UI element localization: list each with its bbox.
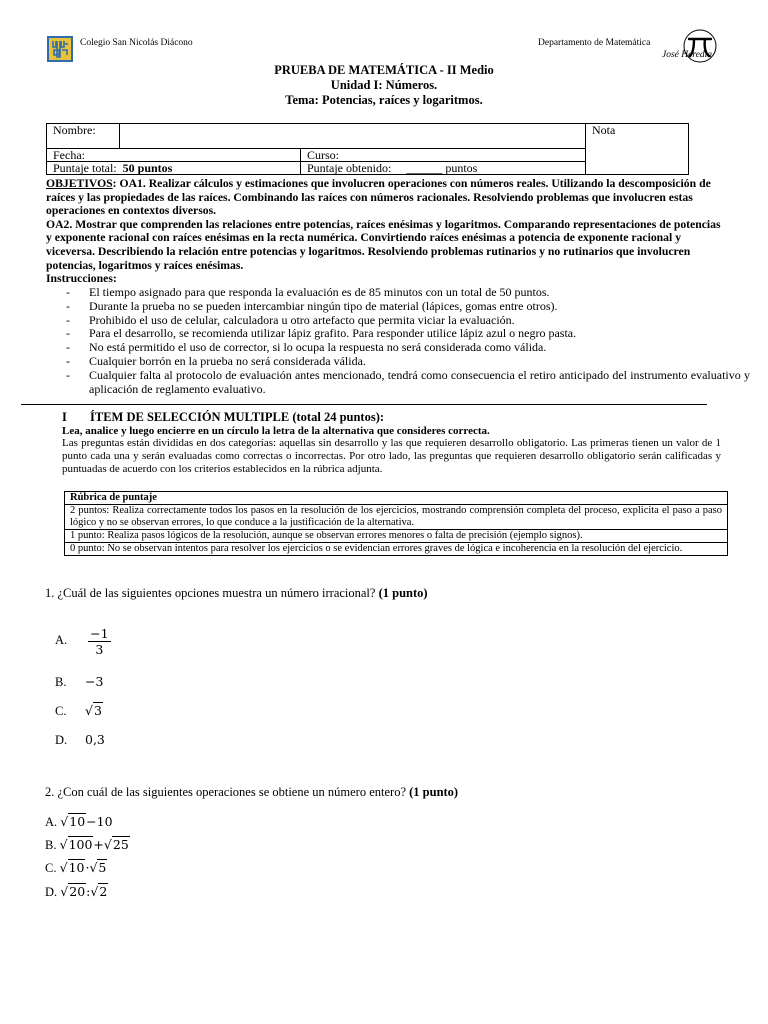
question-1-points: (1 punto) bbox=[378, 586, 428, 600]
question-1 bbox=[45, 586, 428, 601]
student-info-table bbox=[46, 123, 689, 175]
rubric-row-2-points: 2 puntos: Realiza correctamente todos los pasos en la resolución de los ejercicios, mostrando comprensión completa del proceso, explicita el paso a paso lógico y no se observan errores, lo que conduce a la justificación de la alternativa. bbox=[65, 505, 728, 530]
square-root bbox=[89, 860, 107, 875]
sqrt-icon: √ bbox=[85, 703, 93, 718]
course-label[interactable]: Curso: bbox=[301, 149, 586, 162]
total-score-cell bbox=[47, 162, 301, 175]
section-title bbox=[62, 410, 384, 425]
square-root bbox=[85, 703, 103, 718]
unit-title: Unidad I: Números. bbox=[330, 78, 438, 92]
question-2-text: 2. ¿Con cuál de las siguientes operaciones se obtiene un número entero? bbox=[45, 785, 406, 799]
obtained-score-cell[interactable] bbox=[301, 162, 586, 175]
obtained-score-blank: ______ bbox=[406, 161, 443, 175]
rubric-row-1-point: 1 punto: Realiza pasos lógicos de la resolución, aunque se observan errores menores o falta de precisión (ejemplo signos). bbox=[65, 530, 728, 543]
instruction-item: - Durante la prueba no se pueden intercambiar ningún tipo de material (lápices, gomas entre otros). bbox=[64, 300, 750, 314]
instruction-item: - Cualquier borrón en la prueba no será considerada válida. bbox=[64, 355, 750, 369]
school-logo-icon bbox=[47, 36, 73, 62]
section-divider bbox=[21, 404, 707, 405]
obtained-score-unit: puntos bbox=[445, 161, 478, 175]
square-root bbox=[60, 814, 86, 829]
question-2 bbox=[45, 785, 458, 800]
sqrt-icon: √ bbox=[60, 814, 69, 829]
sqrt-icon: √ bbox=[103, 837, 112, 852]
square-root bbox=[60, 860, 86, 875]
sqrt-icon: √ bbox=[59, 837, 68, 852]
square-root bbox=[60, 884, 86, 899]
topic-title: Tema: Potencias, raíces y logaritmos. bbox=[285, 93, 483, 107]
option-letter: C. bbox=[55, 704, 67, 718]
radicand: 25 bbox=[112, 837, 129, 852]
fraction-denominator: 3 bbox=[95, 642, 104, 657]
q2-option-d[interactable] bbox=[45, 884, 108, 900]
test-title: PRUEBA DE MATEMÁTICA - II Medio bbox=[274, 63, 494, 77]
square-root bbox=[104, 837, 130, 852]
option-value: −3 bbox=[85, 674, 104, 689]
q2-option-a[interactable] bbox=[45, 814, 113, 830]
option-letter: C. bbox=[45, 861, 57, 875]
date-label[interactable]: Fecha: bbox=[47, 149, 301, 162]
rubric-row-0-points: 0 punto: No se observan intentos para resolver los ejercicios o se evidencian errores graves de lógica e incoherencia en la resolución del ejercicio. bbox=[65, 543, 728, 556]
sqrt-icon: √ bbox=[89, 860, 98, 875]
q2-option-b[interactable] bbox=[45, 837, 130, 853]
total-score-label: Puntaje total: bbox=[53, 161, 117, 175]
square-root bbox=[90, 884, 108, 899]
option-letter: A. bbox=[55, 633, 68, 648]
option-value: 0,3 bbox=[85, 732, 105, 747]
grade-label: Nota bbox=[592, 123, 616, 137]
instructions-label: Instrucciones: bbox=[46, 272, 117, 286]
rubric-table bbox=[64, 491, 728, 556]
author-signature: José Heredia bbox=[662, 50, 713, 60]
radicand: 3 bbox=[93, 703, 102, 718]
question-1-text: 1. ¿Cuál de las siguientes opciones muestra un número irracional? bbox=[45, 586, 376, 600]
operator: : bbox=[86, 884, 91, 899]
name-label: Nombre: bbox=[47, 124, 120, 149]
radicand: 10 bbox=[68, 860, 85, 875]
sqrt-icon: √ bbox=[90, 884, 99, 899]
sqrt-icon: √ bbox=[60, 884, 69, 899]
instruction-item: - Prohibido el uso de celular, calculadora u otro artefacto que permita viciar la evaluación. bbox=[64, 314, 750, 328]
q2-option-c[interactable] bbox=[45, 860, 107, 876]
radicand: 5 bbox=[98, 860, 107, 875]
square-root bbox=[60, 837, 94, 852]
instruction-item: - El tiempo asignado para que responda la evaluación es de 85 minutos con un total de 50 puntos. bbox=[64, 286, 750, 300]
name-field[interactable] bbox=[120, 124, 586, 149]
radicand: 100 bbox=[68, 837, 93, 852]
option-letter: B. bbox=[55, 675, 67, 689]
radicand: 2 bbox=[99, 884, 108, 899]
total-score-value: 50 puntos bbox=[122, 161, 173, 175]
operator: · bbox=[85, 860, 90, 875]
option-letter: D. bbox=[45, 885, 58, 899]
objective-oa1: : OA1. Realizar cálculos y estimaciones que involucren operaciones con números reales. Utilizando la descomposición de raíces y las propiedades de las raíces. Combinando las raíces con números racionales. Resolviendo problemas que involucren estas operaciones en contextos diversos. bbox=[46, 177, 711, 218]
operator: + bbox=[93, 837, 104, 852]
fraction-numerator: −1 bbox=[90, 626, 109, 641]
instruction-item: - Para el desarrollo, se recomienda utilizar lápiz grafito. Para responder utilice lápiz azul o negro pasta. bbox=[64, 327, 750, 341]
instruction-item: - Cualquier falta al protocolo de evaluación antes mencionado, tendrá como consecuencia el retiro anticipado del instrumento evaluativo y aplicación de reglamento evaluativo. bbox=[64, 369, 750, 397]
school-name: Colegio San Nicolás Diácono bbox=[80, 38, 193, 48]
question-2-points: (1 punto) bbox=[409, 785, 459, 799]
section-number: I bbox=[62, 410, 67, 424]
option-letter: B. bbox=[45, 838, 57, 852]
grade-box[interactable] bbox=[586, 124, 689, 175]
radicand: 20 bbox=[69, 884, 86, 899]
pi-logo-icon bbox=[680, 26, 720, 66]
test-title-block bbox=[0, 63, 768, 108]
section-title-text: ÍTEM DE SELECCIÓN MULTIPLE (total 24 puntos): bbox=[90, 410, 385, 424]
objectives-block bbox=[46, 177, 722, 286]
q1-option-c[interactable] bbox=[55, 703, 103, 719]
objectives-label: OBJETIVOS bbox=[46, 177, 113, 190]
instructions-list bbox=[64, 286, 750, 396]
radicand: 10 bbox=[69, 814, 86, 829]
objective-oa2: OA2. Mostrar que comprenden las relaciones entre potencias, raíces enésimas y logaritmos. Comparando representaciones de potencias y exponente racional con raíces enésimas en la recta numérica. Convirtiendo raíces enésimas a potencia de exponente racional y viceversa. Describiendo la relación entre potencias y logaritmos. Resolviendo problemas rutinarios y no rutinarios que involucren potencias, logaritmos y raíces enésimas. bbox=[46, 217, 721, 272]
department-name: Departamento de Matemática bbox=[538, 38, 651, 48]
option-letter: D. bbox=[55, 733, 68, 747]
instruction-item: - No está permitido el uso de corrector, si lo ocupa la respuesta no será considerada como válida. bbox=[64, 341, 750, 355]
q1-option-b[interactable] bbox=[55, 674, 103, 690]
option-rest: −10 bbox=[86, 814, 113, 829]
q1-option-d[interactable] bbox=[55, 732, 105, 748]
option-letter: A. bbox=[45, 815, 58, 829]
rubric-title: Rúbrica de puntaje bbox=[65, 492, 728, 505]
section-lead: Lea, analice y luego encierre en un círculo la letra de la alternativa que consideres correcta. bbox=[62, 425, 490, 437]
obtained-score-label: Puntaje obtenido: bbox=[307, 161, 392, 175]
fraction bbox=[88, 626, 110, 657]
q1-option-a[interactable] bbox=[55, 626, 111, 657]
section-description: Las preguntas están divididas en dos categorías: aquellas sin desarrollo y las que requieren desarrollo obligatorio. Las primeras tienen un valor de 1 punto cada una y serán evaluadas como correctas o incorrectas. Por otro lado, las preguntas que requieren desarrollo obligatorio serán calificadas y puntuadas de acuerdo con los criterios establecidos en la rúbrica adjunta. bbox=[62, 437, 721, 476]
sqrt-icon: √ bbox=[59, 860, 68, 875]
